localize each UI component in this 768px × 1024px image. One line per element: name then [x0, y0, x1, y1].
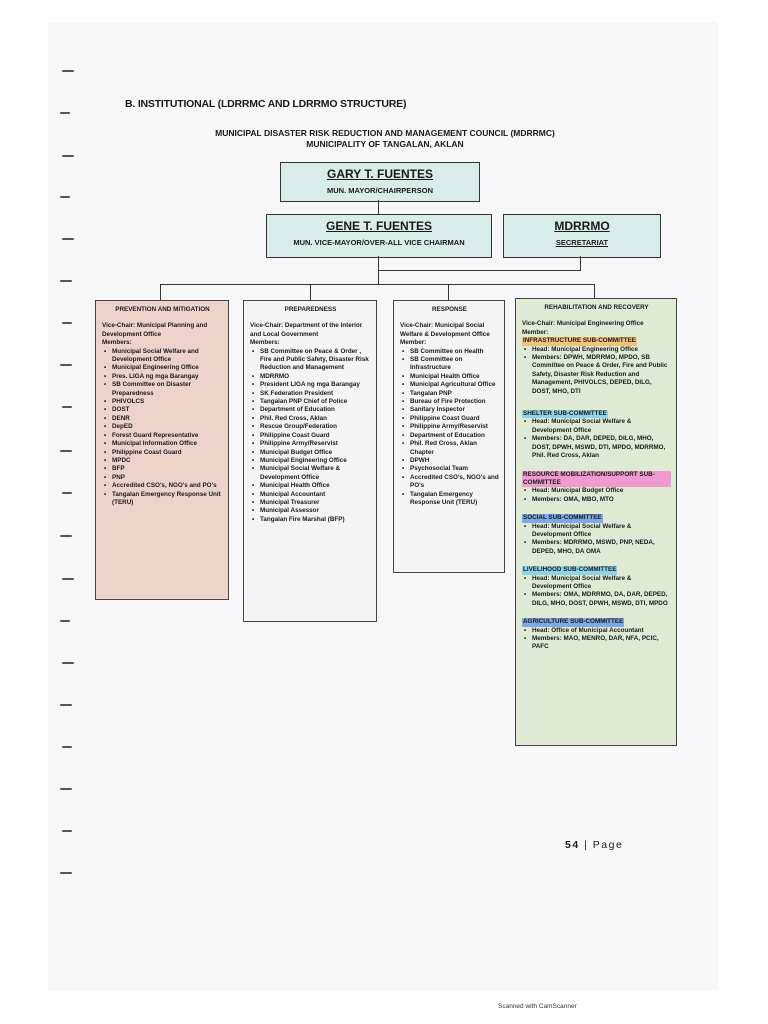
mdrrmo-name: MDRRMO — [554, 219, 610, 233]
page-number — [565, 839, 623, 851]
list-item: • Accredited CSO's, NGO's and PO's — [112, 482, 223, 490]
list-item: • PHIVOLCS — [112, 398, 223, 406]
list-item: • Municipal Treasurer — [260, 499, 371, 507]
list-item: • Head: Municipal Social Welfare & Development Office — [532, 523, 671, 540]
response-box — [393, 300, 505, 573]
list-item: • Members: OMA, MBO, MTO — [532, 496, 671, 504]
list-item: • Philippine Coast Guard — [410, 415, 499, 423]
list-item: • SK Federation President — [260, 390, 371, 398]
shelter-subcommittee-title: SHELTER SUB-COMMITTEE — [523, 410, 607, 418]
list-item: • SB Committee on Health — [410, 348, 499, 356]
response-members-list — [400, 348, 499, 508]
social-subcommittee-title: SOCIAL SUB-COMMITTEE — [523, 514, 602, 522]
list-item: • Municipal Budget Office — [260, 449, 371, 457]
prevention-members-list — [102, 348, 223, 508]
scan-margin-marks — [0, 0, 80, 1024]
page-separator: | — [584, 839, 593, 851]
list-item: • Municipal Social Welfare & Development Office — [260, 465, 371, 482]
list-item: • SB Committee on Disaster Preparedness — [112, 381, 223, 398]
list-item: • Municipal Engineering Office — [260, 457, 371, 465]
list-item: • Municipal Assessor — [260, 507, 371, 515]
response-title: RESPONSE — [432, 306, 467, 313]
page-label: Page — [592, 839, 624, 851]
list-item: • Municipal Agricultural Office — [410, 381, 499, 389]
rehab-title: REHABILITATION AND RECOVERY — [544, 304, 649, 311]
list-item: • SB Committee on Peace & Order , Fire and Public Safety, Disaster Risk Reduction and Management — [260, 348, 371, 373]
list-item: • Psychosocial Team — [410, 465, 499, 473]
list-item: • Philippine Coast Guard — [260, 432, 371, 440]
list-item: • Bureau of Fire Protection — [410, 398, 499, 406]
rehab-members-label: Member: — [522, 328, 549, 336]
list-item: • Municipal Information Office — [112, 440, 223, 448]
list-item: • Municipal Accountant — [260, 491, 371, 499]
council-title — [180, 128, 590, 150]
list-item: • Department of Education — [260, 406, 371, 414]
livelihood-subcommittee-title: LIVELIHOOD SUB-COMMITTEE — [523, 566, 617, 574]
list-item: • Head: Municipal Engineering Office — [532, 346, 671, 354]
mayor-box — [280, 162, 480, 202]
list-item: • DENR — [112, 415, 223, 423]
connector-line — [310, 284, 311, 300]
list-item: • Rescue Group/Federation — [260, 423, 371, 431]
vice-mayor-role: MUN. VICE-MAYOR/OVER-ALL VICE CHAIRMAN — [293, 238, 465, 247]
mayor-name: GARY T. FUENTES — [326, 167, 433, 181]
list-item: • Members: DPWH, MDRRMO, MPDO, SB Committee on Peace & Order, Fire and Public Safety, Disaster Risk Reduction and Management, PHIVOLCS, DEPED, DILG, DOST, MHO, DTI — [532, 354, 671, 396]
resource-mobilization-subcommittee-title: RESOURCE MOBILIZATION/SUPPORT SUB-COMMITTEE — [522, 471, 671, 488]
vice-mayor-name: GENE T. FUENTES — [325, 219, 432, 233]
list-item: • BFP — [112, 465, 223, 473]
list-item: • MPDC — [112, 457, 223, 465]
infrastructure-subcommittee-title: INFRASTRUCTURE SUB-COMMITTEE — [523, 337, 636, 345]
mayor-role: MUN. MAYOR/CHAIRPERSON — [327, 186, 433, 195]
list-item: • Head: Municipal Budget Office — [532, 487, 671, 495]
section-title: B. INSTITUTIONAL (LDRRMC AND LDRRMO STRUCTURE) — [125, 98, 407, 110]
shelter-subcommittee-list — [522, 418, 671, 460]
prevention-mitigation-box — [95, 300, 229, 600]
list-item: • Pres. LIGA ng mga Barangay — [112, 373, 223, 381]
list-item: • Municipal Health Office — [260, 482, 371, 490]
preparedness-members-list — [250, 348, 371, 525]
connector-line — [448, 284, 449, 300]
infrastructure-subcommittee-list — [522, 346, 671, 396]
list-item: • Forest Guard Representative — [112, 432, 223, 440]
preparedness-members-label: Members: — [250, 339, 280, 347]
rehab-vice-chair: Vice-Chair: Municipal Engineering Office — [522, 320, 644, 328]
list-item: • President LIGA ng mga Barangay — [260, 381, 371, 389]
livelihood-subcommittee-list — [522, 575, 671, 609]
page-number-value: 54 — [565, 839, 580, 851]
council-title-line2: MUNICIPALITY OF TANGALAN, AKLAN — [306, 139, 464, 149]
list-item: • Philippine Coast Guard — [112, 449, 223, 457]
list-item: • DOST — [112, 406, 223, 414]
response-members-label: Member: — [400, 339, 427, 347]
connector-line — [594, 284, 595, 298]
list-item: • Members: OMA, MDRRMO, DA, DAR, DEPED, DILG, MHO, DOST, DPWH, MSWD, DTI, MPDO — [532, 591, 671, 608]
social-subcommittee-list — [522, 523, 671, 557]
list-item: • Head: Municipal Social Welfare & Development Office — [532, 575, 671, 592]
list-item: • MDRRMO — [260, 373, 371, 381]
list-item: • Members: MAO, MENRO, DAR, NFA, PCIC, PAFC — [532, 635, 671, 652]
vice-mayor-box — [266, 214, 492, 258]
scanner-watermark: Scanned with CamScanner — [498, 1003, 577, 1010]
list-item: • Accredited CSO's, NGO's and PO's — [410, 474, 499, 491]
list-item: • Tangalan PNP Chief of Police — [260, 398, 371, 406]
list-item: • Philippine Army/Reservist — [410, 423, 499, 431]
list-item: • DPWH — [410, 457, 499, 465]
list-item: • PNP — [112, 474, 223, 482]
connector-line — [378, 200, 379, 214]
rehabilitation-recovery-box — [515, 298, 677, 746]
list-item: • Phil. Red Cross, Aklan Chapter — [410, 440, 499, 457]
preparedness-title: PREPAREDNESS — [284, 306, 337, 313]
list-item: • Tangalan Fire Marshal (BFP) — [260, 516, 371, 524]
prevention-vice-chair: Vice-Chair: Municipal Planning and Development Office — [102, 322, 208, 338]
prevention-title: PREVENTION AND MITIGATION — [115, 306, 210, 313]
list-item: • Head: Office of Municipal Accountant — [532, 627, 671, 635]
list-item: • Phil. Red Cross, Aklan — [260, 415, 371, 423]
list-item: • Municipal Health Office — [410, 373, 499, 381]
list-item: • Tangalan PNP — [410, 390, 499, 398]
resource-mobilization-subcommittee-list — [522, 487, 671, 504]
list-item: • DepED — [112, 423, 223, 431]
list-item: • Tangalan Emergency Response Unit (TERU) — [112, 491, 223, 508]
list-item: • Sanitary Inspector — [410, 406, 499, 414]
council-title-line1: MUNICIPAL DISASTER RISK REDUCTION AND MANAGEMENT COUNCIL (MDRRMC) — [215, 128, 555, 138]
mdrrmo-box — [503, 214, 661, 258]
preparedness-box — [243, 300, 377, 622]
list-item: • Tangalan Emergency Response Unit (TERU) — [410, 491, 499, 508]
response-vice-chair: Vice-Chair: Municipal Social Welfare & Development Office — [400, 322, 490, 338]
list-item: • Municipal Engineering Office — [112, 364, 223, 372]
list-item: • Members: DA, DAR, DEPED, DILG, MHO, DOST, DPWH, MSWD, DTI, MPDO, MDRRMO, Phil. Red Cross, Aklan — [532, 435, 671, 460]
connector-line — [378, 270, 581, 271]
list-item: • Philippine Army/Reservist — [260, 440, 371, 448]
agriculture-subcommittee-title: AGRICULTURE SUB-COMMITTEE — [523, 618, 624, 626]
list-item: • Head: Municipal Social Welfare & Development Office — [532, 418, 671, 435]
agriculture-subcommittee-list — [522, 627, 671, 652]
connector-line — [160, 284, 161, 300]
list-item: • Municipal Social Welfare and Development Office — [112, 348, 223, 365]
list-item: • Members: MDRRMO, MSWD, PNP, NEDA, DEPED, MHO, DA OMA — [532, 539, 671, 556]
preparedness-vice-chair: Vice-Chair: Department of the Interior and Local Government — [250, 322, 363, 338]
prevention-members-label: Members: — [102, 339, 132, 347]
connector-line — [580, 256, 581, 270]
list-item: • SB Committee on Infrastructure — [410, 356, 499, 373]
connector-line — [160, 284, 595, 285]
list-item: • Department of Education — [410, 432, 499, 440]
mdrrmo-role: SECRETARIAT — [555, 238, 609, 247]
